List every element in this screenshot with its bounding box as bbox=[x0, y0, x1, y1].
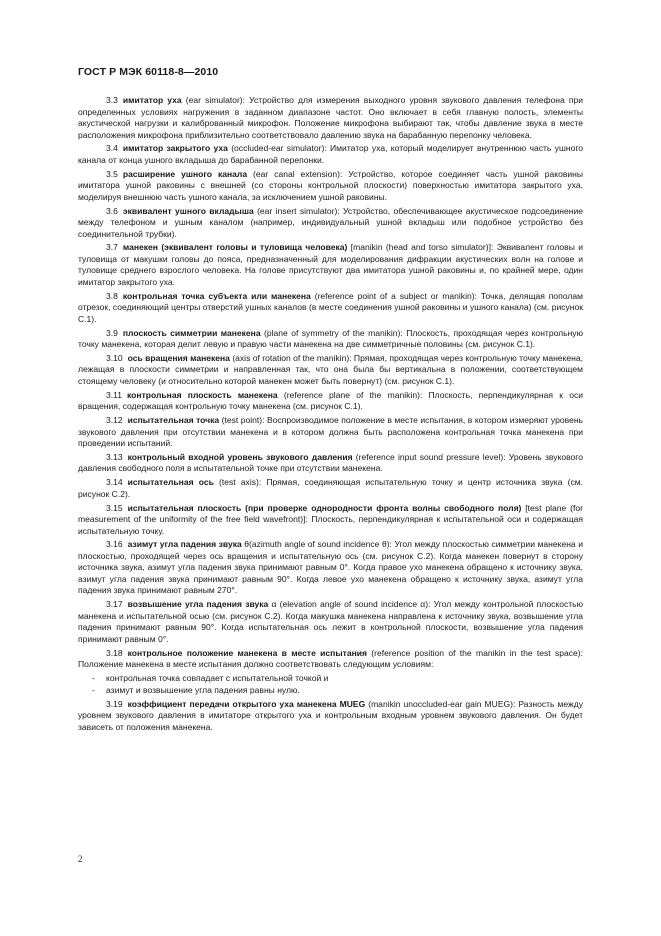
term: расширение ушного канала bbox=[122, 168, 248, 179]
term: испытательная плоскость (при проверке однородности фронта волны свободного поля) bbox=[127, 502, 522, 513]
term: манекен (эквивалент головы и туловища человека) bbox=[122, 242, 348, 253]
definition-text: (reference point of a subject or manikin): Точка, делящая пополам отрезок, соединяющий центры отверстий ушных каналов (в месте соединения ушной раковины и ушного канала) (см. рисунок C.1). bbox=[78, 290, 583, 324]
definition-text: (manikin unoccluded-ear gain MUEG): Разность между уровнем звукового давления в имитаторе открытого уха и контрольным входным уровнем звукового давления. Он будет зависеть от положения манекена. bbox=[78, 698, 583, 732]
clause-number: 3.5 bbox=[106, 168, 118, 179]
definition-text: (ear canal extension): Устройство, которое соединяет часть ушной раковины имитатора ушной раковины с внешней (со стороны контрольной плоскости) поверхностью имитатора закрытого уха, моделируя внешнюю часть ушного канала, за исключением ушной раковины. bbox=[78, 168, 584, 202]
paragraph-3-19 bbox=[78, 699, 583, 734]
term: контрольная точка субъекта или манекена bbox=[122, 290, 311, 301]
paragraph-3-11 bbox=[78, 390, 583, 413]
term: испытательная ось bbox=[127, 477, 214, 488]
clause-number: 3.15 bbox=[106, 502, 123, 513]
term: ось вращения манекена bbox=[127, 352, 230, 363]
term: имитатор уха bbox=[122, 95, 182, 105]
definition-text: α (elevation angle of sound incidence α): Угол между контрольной плоскостью манекена и испытательной осью (см. рисунок C.2). Когда макушка манекена направлена к источнику звука, возвышение угла падения принимают равным 90°. Когда испытательная ось лежит в контрольной плоскости, возвышение угла падения принимают равным 0°. bbox=[78, 599, 584, 644]
definition-text: (occluded-ear simulator): Имитатор уха, который моделирует внутреннюю часть ушного канала от конца ушного вкладыша до барабанной перепонки. bbox=[78, 143, 584, 165]
document-header: ГОСТ Р МЭК 60118-8—2010 bbox=[78, 66, 219, 78]
term: испытательная точка bbox=[127, 415, 220, 426]
paragraph-3-16 bbox=[78, 539, 583, 597]
clause-number: 3.14 bbox=[106, 477, 123, 488]
term: эквивалент ушного вкладыша bbox=[122, 205, 254, 216]
list-item-text: контрольная точка совпадает с испытательной точкой и bbox=[106, 673, 329, 683]
page-number: 2 bbox=[78, 854, 83, 864]
clause-number: 3.18 bbox=[106, 647, 123, 658]
term: плоскость симметрии манекена bbox=[122, 327, 261, 338]
definition-text: (reference plane of the manikin): Плоскость, перпендикулярная к оси вращения, содержащая контрольную точку манекена (см. рисунок C.1). bbox=[78, 389, 583, 412]
clause-number: 3.19 bbox=[106, 698, 123, 709]
paragraph-3-4 bbox=[78, 143, 583, 166]
paragraph-3-18 bbox=[78, 648, 583, 671]
definition-text: (reference input sound pressure level): Уровень звукового давления свободного поля в испытательной точке при отсутствии манекена. bbox=[78, 451, 583, 474]
paragraph-3-5 bbox=[78, 169, 583, 204]
paragraph-3-3 bbox=[78, 95, 583, 141]
document-body bbox=[78, 95, 583, 735]
term: имитатор закрытого уха bbox=[122, 143, 228, 154]
definition-text: (test point): Воспроизводимое положение в месте испытания, в котором измеряют уровень звукового давления при отсутствии манекена и в котором должна быть расположена контрольная точка манекена при проведении испытаний. bbox=[78, 415, 583, 449]
clause-number: 3.4 bbox=[106, 143, 118, 154]
term: коэффициент передачи открытого уха манекена MUEG bbox=[127, 698, 366, 709]
definition-text: (test axis): Прямая, соединяющая испытательную точку и центр источника звука (см. рисунок C.2). bbox=[78, 477, 583, 499]
clause-number: 3.13 bbox=[106, 451, 123, 462]
paragraph-3-7 bbox=[78, 242, 583, 288]
definition-text: θ(azimuth angle of sound incidence θ): Угол между плоскостью симметрии манекена и плоскостью, проходящей через ось вращения и испытательную ось (см. рисунок C.2). Когда манекен повернут в сторону источника звука, азимут угла падения звука принимают равным 0°. Когда правое ухо манекена обращено к источнику звука, азимут угла падения звука принимают равным 90°. Когда левое ухо манекена обращено к источнику звука, азимут угла падения звука принимают равным 270°. bbox=[78, 539, 583, 596]
paragraph-3-10 bbox=[78, 353, 583, 388]
paragraph-3-6 bbox=[78, 206, 583, 241]
clause-number: 3.9 bbox=[106, 327, 118, 338]
clause-number: 3.7 bbox=[106, 242, 118, 253]
term: возвышение угла падения звука bbox=[127, 599, 269, 610]
definition-text: (reference position of the manikin in the test space): Положение манекена в месте испытания должно соответствовать следующим условиям: bbox=[78, 647, 583, 670]
list-item bbox=[78, 673, 583, 685]
paragraph-3-13 bbox=[78, 452, 583, 475]
definition-text: (ear insert simulator): Устройство, обеспечивающее акустическое подсоединение между телефоном и ушным каналом (например, индивидуальный ушной вкладыш или подобное устройство без соединительной трубки). bbox=[78, 205, 583, 239]
definition-text: [test plane (for measurement of the uniformity of the free field wavefront)]: Плоскость, перпендикулярная к испытательной оси и содержащая испытательную точку. bbox=[78, 502, 583, 536]
clause-number: 3.6 bbox=[106, 205, 118, 216]
list-dash: - bbox=[92, 673, 95, 683]
paragraph-3-17 bbox=[78, 599, 583, 645]
clause-number: 3.11 bbox=[106, 389, 123, 400]
clause-number: 3.12 bbox=[106, 415, 123, 426]
clause-number: 3.8 bbox=[106, 290, 118, 301]
paragraph-3-12 bbox=[78, 415, 583, 450]
term: контрольная плоскость манекена bbox=[127, 389, 278, 400]
term: контрольный входной уровень звукового давления bbox=[127, 451, 353, 462]
definition-text: (plane of symmetry of the manikin): Плоскость, проходящая через контрольную точку манекена, которая делит левую и правую части манекена на две симметричные половины (см. рисунок C.1). bbox=[78, 327, 583, 350]
term: контрольное положение манекена в месте испытания bbox=[127, 647, 367, 658]
clause-number: 3.3 bbox=[106, 95, 118, 105]
paragraph-3-15 bbox=[78, 503, 583, 538]
list-dash: - bbox=[92, 685, 95, 695]
definition-text: (axis of rotation of the manikin): Прямая, проходящая через контрольную точку манекена, лежащая в плоскости симметрии и направленная так, что она была бы вертикальна в положении, соответствующем стоящему человеку (и относительно которой манекен может быть повернут) (см. рисунок C.1). bbox=[78, 352, 583, 386]
clause-number: 3.16 bbox=[106, 539, 123, 550]
paragraph-3-9 bbox=[78, 328, 583, 351]
definition-text: (ear simulator): Устройство для измерения выходного уровня звукового давления телефона при определенных условиях нагружения в заданном диапазоне частот. Оно включает в себя главную полость, элементы акустической нагрузки и калиброванный микрофон. Положение микрофона выбирают так, чтобы давление звука в месте расположения микрофона приблизительно соответствовало давлению звука на барабанную перепонку человека. bbox=[78, 95, 583, 140]
paragraph-3-14 bbox=[78, 477, 583, 500]
definition-text: [manikin (head and torso simulator)]: Эквивалент головы и туловища от макушки головы до пояса, предназначенный для моделирования дифракции акустических волн на голове и туловище среднего взрослого человека. На голове присутствуют два имитатора ушной раковины и, по крайней мере, один имитатор закрытого уха. bbox=[78, 242, 583, 287]
term: азимут угла падения звука bbox=[127, 539, 242, 550]
clause-number: 3.10 bbox=[106, 352, 123, 363]
list-item-text: азимут и возвышение угла падения равны нулю. bbox=[106, 685, 300, 695]
list-item bbox=[78, 685, 583, 697]
paragraph-3-8 bbox=[78, 291, 583, 326]
clause-number: 3.17 bbox=[106, 599, 123, 610]
